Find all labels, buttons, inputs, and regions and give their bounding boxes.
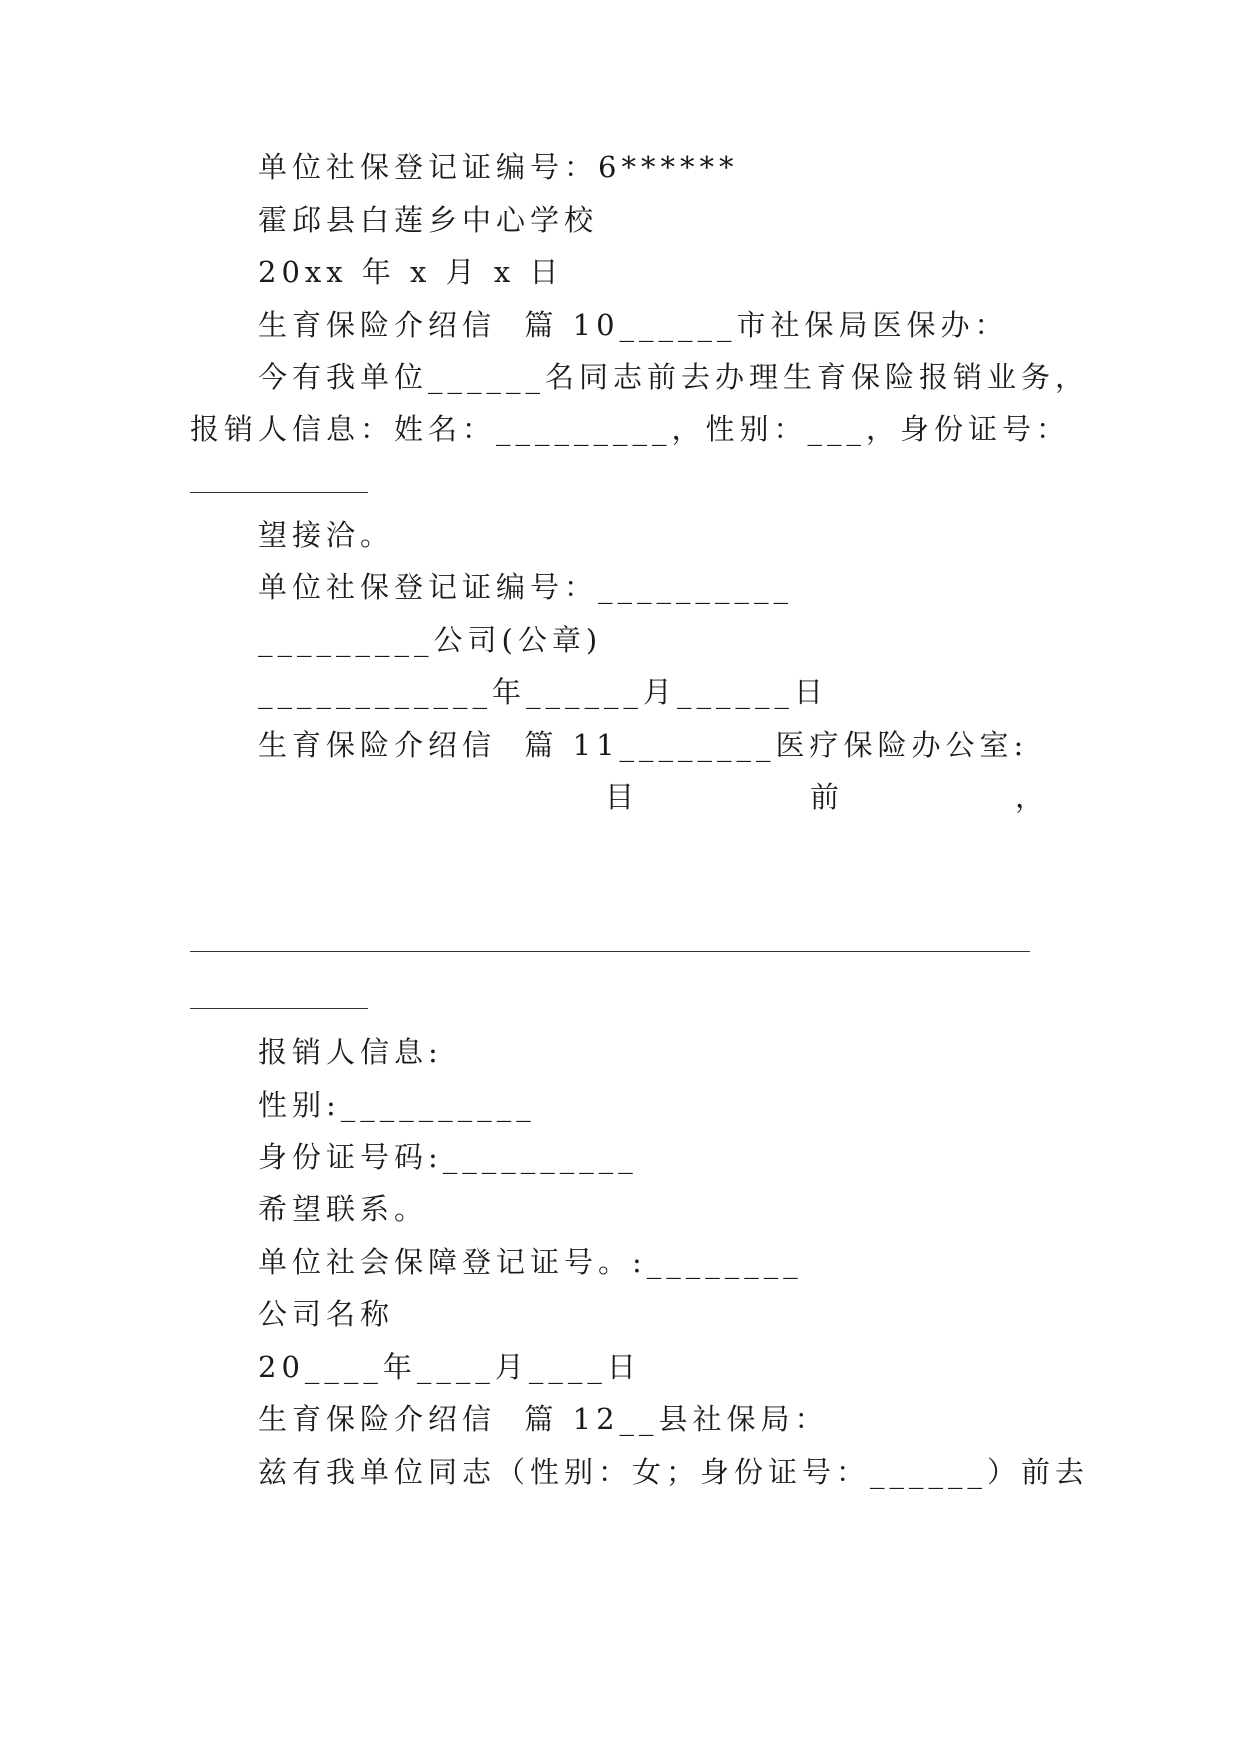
- letter-10-heading: 生育保险介绍信 篇 10______市社保局医保办：: [258, 308, 1009, 342]
- company-name-line: 公司名称: [258, 1297, 395, 1331]
- contact-line: 希望联系。: [258, 1192, 429, 1226]
- school-name: 霍邱县白莲乡中心学校: [258, 203, 599, 237]
- applicant-info-line: 报销人信息：姓名：_________，性别：___，身份证号：: [190, 412, 1071, 446]
- letter-12-body: 兹有我单位同志（性别：女；身份证号：______）前去: [258, 1455, 1090, 1489]
- unit-id-blank-line: 单位社保登记证编号：__________: [258, 570, 794, 604]
- spread-char-1: 目: [605, 780, 635, 814]
- short-blank-underline: [190, 1008, 368, 1009]
- spread-char-3: ，: [1015, 780, 1045, 814]
- social-security-id-line: 单位社会保障登记证号。:________: [258, 1245, 803, 1279]
- date-line: 20xx 年 x 月 x 日: [258, 255, 564, 289]
- spread-char-2: 前: [810, 780, 840, 814]
- closing-line: 望接洽。: [258, 518, 395, 552]
- date-blank-line-2: 20____年____月____日: [258, 1350, 641, 1384]
- letter-12-heading: 生育保险介绍信 篇 12__县社保局：: [258, 1402, 829, 1436]
- letter-11-heading: 生育保险介绍信 篇 11________医疗保险办公室:: [258, 728, 1029, 762]
- letter-10-body: 今有我单位______名同志前去办理生育保险报销业务，: [258, 360, 1090, 394]
- gender-line: 性别:__________: [258, 1088, 536, 1122]
- blank-underline: [190, 492, 368, 493]
- long-blank-underline: [190, 951, 1030, 952]
- unit-id-line: 单位社保登记证编号：6******: [258, 150, 739, 184]
- date-blank-line: ____________年______月______日: [258, 675, 829, 709]
- applicant-info-label: 报销人信息:: [258, 1035, 443, 1069]
- id-number-line: 身份证号码:__________: [258, 1140, 638, 1174]
- company-seal-line: _________公司(公章): [258, 623, 603, 657]
